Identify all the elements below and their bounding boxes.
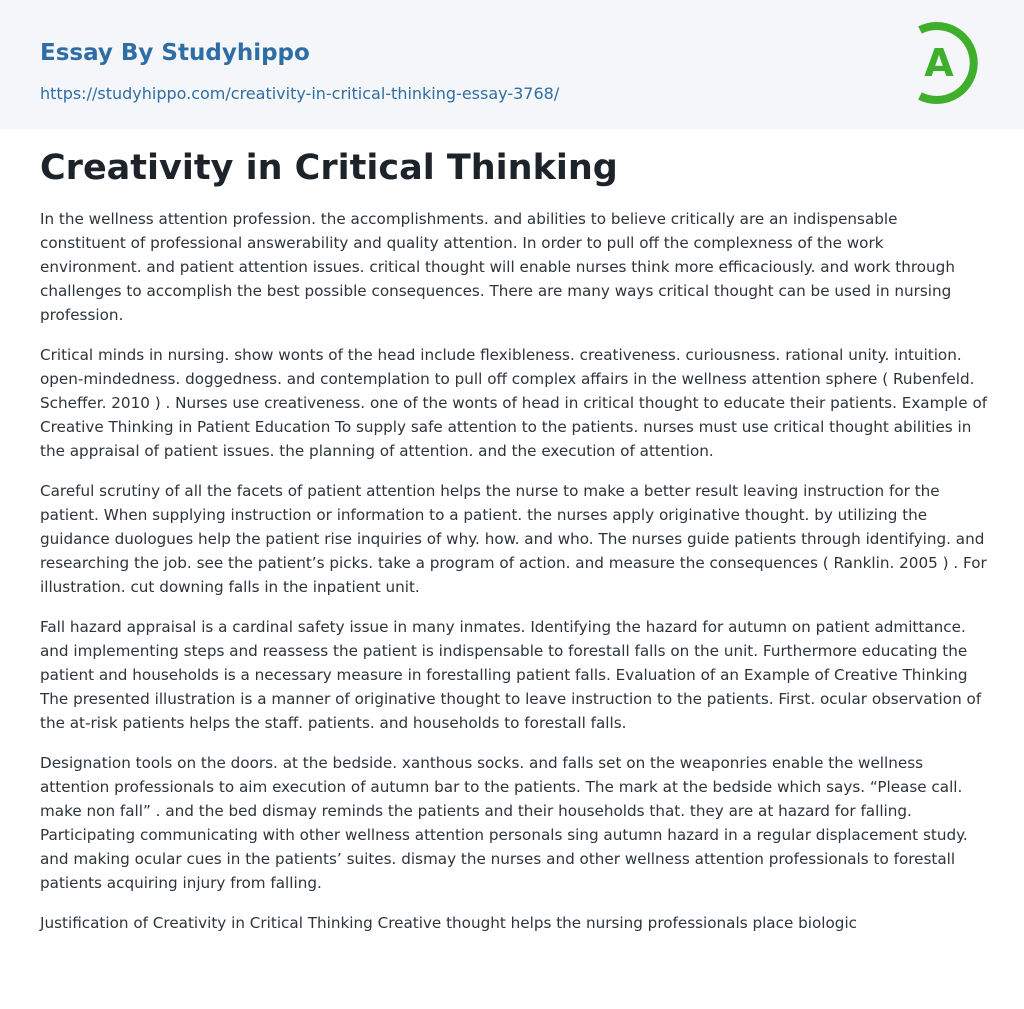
logo-letter: A [924, 41, 954, 85]
paragraph: In the wellness attention profession. the accomplishments. and abilities to believe critically are an indispensable constituent of professional answerability and quality attention. In order to pull off the complexness of the work environment. and patient attention issues. critical thought will enable nurses think more efficaciously. and work through challenges to accomplish the best possible consequences. There are many ways critical thought can be used in nursing profession. [40, 210, 955, 324]
studyhippo-logo-icon[interactable] [898, 18, 988, 108]
source-link[interactable]: https://studyhippo.com/creativity-in-critical-thinking-essay-3768/ [40, 84, 560, 103]
paragraph: Justification of Creativity in Critical Thinking Creative thought helps the nursing professionals place biologic [40, 914, 858, 932]
paragraph: Fall hazard appraisal is a cardinal safety issue in many inmates. Identifying the hazard for autumn on patient admittance. and implementing steps and reassess the patient is indispensable to forestall falls on the unit. Furthermore educating the patient and households is a necessary measure in forestalling patient falls. Evaluation of an Example of Creative Thinking The presented illustration is a manner of originative thought to leave instruction to the patients. First. ocular observation of the at-risk patients helps the staff. patients. and households to forestall falls. [40, 618, 982, 732]
site-header [0, 0, 1024, 129]
paragraph: Designation tools on the doors. at the bedside. xanthous socks. and falls set on the weaponries enable the wellness attention professionals to aim execution of autumn bar to the patients. The mark at the bedside which says. “Please call. make non fall” . and the bed dismay reminds the patients and their households that. they are at hazard for falling. Participating communicating with other wellness attention personals sing autumn hazard in a regular displacement study. and making ocular cues in the patients’ suites. dismay the nurses and other wellness attention professionals to forestall patients acquiring injury from falling. [40, 754, 968, 892]
paragraph: Careful scrutiny of all the facets of patient attention helps the nurse to make a better result leaving instruction for the patient. When supplying instruction or information to a patient. the nurses apply originative thought. by utilizing the guidance duologues help the patient rise inquiries of why. how. and who. The nurses guide patients through identifying. and researching the job. see the patient’s picks. take a program of action. and measure the consequences ( Ranklin. 2005 ) . For illustration. cut downing falls in the inpatient unit. [40, 482, 987, 596]
paragraph: Critical minds in nursing. show wonts of the head include flexibleness. creativeness. curiousness. rational unity. intuition. open-mindedness. doggedness. and contemplation to pull off complex affairs in the wellness attention sphere ( Rubenfeld. Scheffer. 2010 ) . Nurses use creativeness. one of the wonts of head in critical thought to educate their patients. Example of Creative Thinking in Patient Education To supply safe attention to the patients. nurses must use critical thought abilities in the appraisal of patient issues. the planning of attention. and the execution of attention. [40, 346, 988, 460]
page-title: Creativity in Critical Thinking [40, 148, 618, 188]
article [40, 143, 988, 951]
site-title[interactable]: Essay By Studyhippo [40, 40, 310, 66]
